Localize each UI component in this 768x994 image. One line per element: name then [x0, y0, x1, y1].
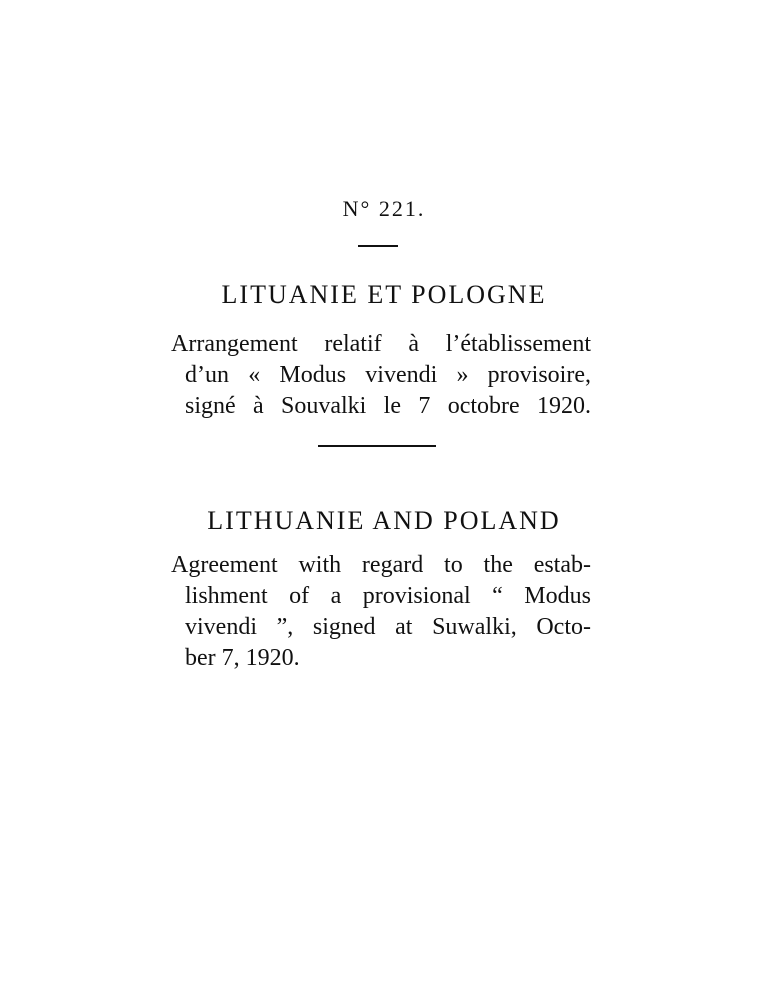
treaty-number: N° 221.: [342, 196, 426, 221]
french-line: d’un « Modus vivendi » provisoire,: [185, 362, 591, 388]
french-description: [171, 329, 591, 422]
section-divider: [318, 445, 436, 447]
french-heading: LITUANIE ET POLOGNE: [221, 280, 547, 309]
french-line: signé à Souvalki le 7 octobre 1920.: [185, 393, 591, 419]
short-divider: [358, 245, 398, 247]
french-line: Arrangement relatif à l’établissement: [171, 331, 591, 357]
english-line: Agreement with regard to the estab-: [171, 552, 591, 578]
english-line: vivendi ”, signed at Suwalki, Octo-: [185, 614, 591, 640]
english-line: lishment of a provisional “ Modus: [185, 583, 591, 609]
english-heading: LITHUANIE AND POLAND: [207, 506, 561, 535]
english-description: [171, 550, 591, 674]
english-line: ber 7, 1920.: [185, 645, 300, 671]
